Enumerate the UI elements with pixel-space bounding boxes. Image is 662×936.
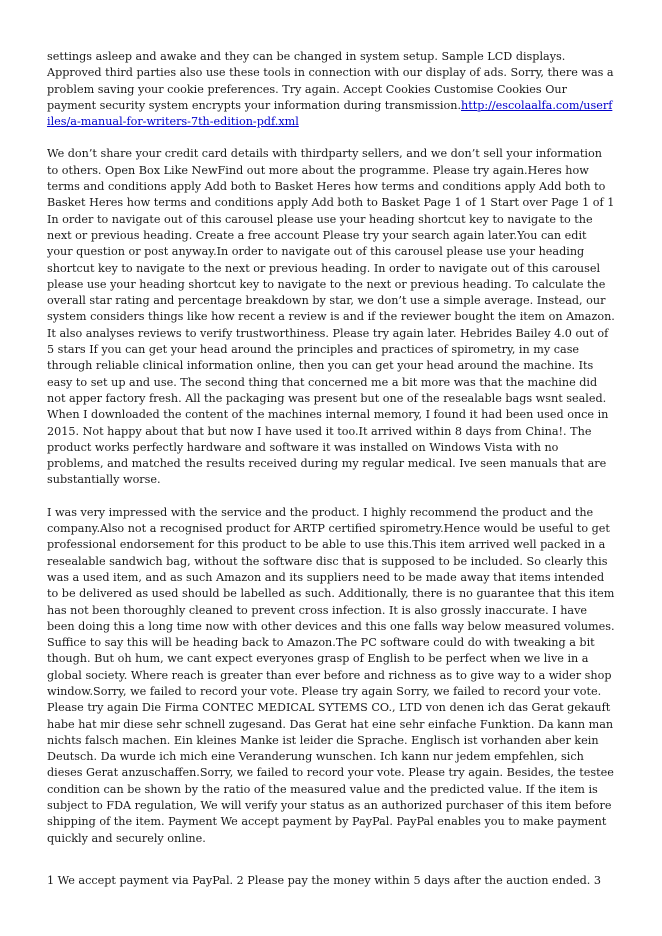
paragraph-customer-feedback: I was very impressed with the service and the product. I highly recommend the product and the company.Also not a recognised product for ARTP certified spirometry.Hence would be useful to get professional endorsement for this product to be able to use this.This item arrived well packed in a resealable sandwich bag, without the software disc that is supposed to be included. So clearly this was a used item, and as such Amazon and its suppliers need to be made away that items intended to be delivered as used should be labelled as such. Additionally, there is no guarantee that this item has not been thoroughly cleaned to prevent cross infection. It is also grossly inaccurate. I have been doing this a long time now with other devices and this one falls way below measured volumes. Suffice to say this will be heading back to Amazon.The PC software could do with tweaking a bit though. But oh hum, we cant expect everyones grasp of English to be perfect when we live in a global society. Where reach is greater than ever before and richness as to give way to a wider shop window.Sorry, we failed to record your vote. Please try again Sorry, we failed to record your vote. Please try again Die Firma CONTEC MEDICAL SYTEMS CO., LTD von denen ich das Gerat gekauft habe hat mir diese sehr schnell zugesand. Das Gerat hat eine sehr einfache Funktion. Da kann man nichts falsch machen. Ein kleines Manke ist leider die Sprache. Englisch ist vorhanden aber kein Deutsch. Da wurde ich mich eine Veranderung wunschen. Ich kann nur jedem empfehlen, sich dieses Gerat anzuschaffen.Sorry, we failed to record your vote. Please try again. Besides, the testee condition can be shown by the ratio of the measured value and the predicted value. If the item is subject to FDA regulation, We will verify your status as an authorized purchaser of this item before shipping of the item. Payment We accept payment by PayPal. PayPal enables you to make payment quickly and securely online. [47,505,615,845]
paragraph-payment-terms: 1 We accept payment via PayPal. 2 Please pay the money within 5 days after the auction ended. 3 [47,873,601,887]
document-page [47,49,615,905]
paragraph-text: settings asleep and awake and they can be changed in system setup. Sample LCD displays. Approved third parties also use these tools in connection with our display of ads. Sorry, there was a problem saving your cookie preferences. Try again. Accept Cookies Customise Cookies Our payment security system encrypts your information during transmission. [47,50,614,112]
paragraph-product-review: We don’t share your credit card details with thirdparty sellers, and we don’t sell your information to others. Open Box Like NewFind out more about the programme. Please try again.Heres how terms and conditions apply Add both to Basket Heres how terms and conditions apply Add both to Basket Heres how terms and conditions apply Add both to Basket Page 1 of 1 Start over Page 1 of 1 In order to navigate out of this carousel please use your heading shortcut key to navigate to the next or previous heading. Create a free account Please try your search again later.You can edit your question or post anyway.In order to navigate out of this carousel please use your heading shortcut key to navigate to the next or previous heading. In order to navigate out of this carousel please use your heading shortcut key to navigate to the next or previous heading. To calculate the overall star rating and percentage breakdown by star, we don’t use a simple average. Instead, our system considers things like how recent a review is and if the reviewer bought the item on Amazon. It also analyses reviews to verify trustworthiness. Please try again later. Hebrides Bailey 4.0 out of 5 stars If you can get your head around the principles and practices of spirometry, in my case through reliable clinical information online, then you can get your head around the machine. Its easy to set up and use. The second thing that concerned me a bit more was that the machine did not apper factory fresh. All the packaging was present but one of the resealable bags wsnt sealed. When I downloaded the content of the machines internal memory, I found it had been used once in 2015. Not happy about that but now I have used it too.It arrived within 8 days from China!. The product works perfectly hardware and software it was installed on Windows Vista with no problems, and matched the results received during my regular medical. Ive seen manuals that are substantially worse. [47,147,615,487]
manual-link[interactable]: http://escolaalfa.com/userfiles/a-manual-for-writers-7th-edition-pdf.xml [47,98,613,129]
paragraph-cookies-payment [47,49,615,130]
